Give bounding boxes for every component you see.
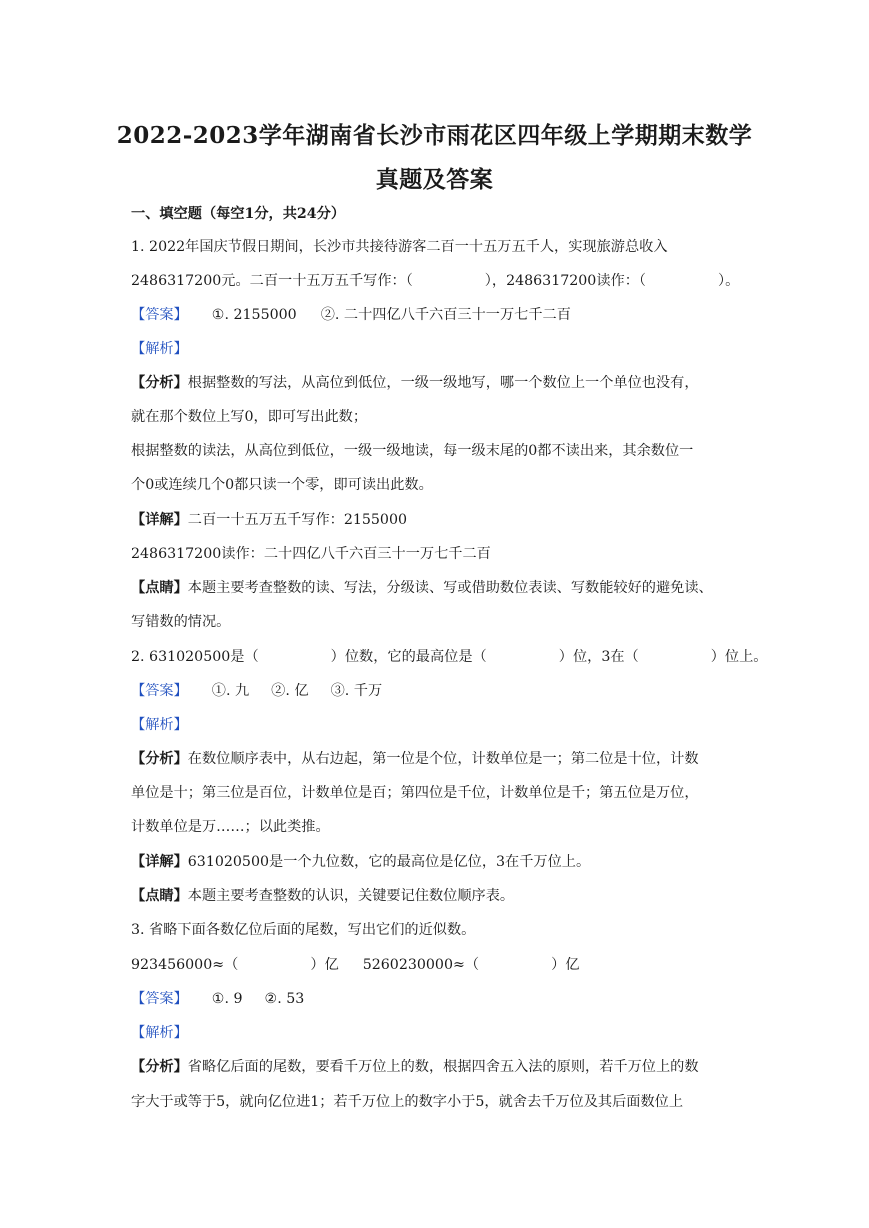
q2-text-part-4: ）位上。 — [710, 649, 768, 665]
q3-expr-2b: ）亿 — [551, 957, 580, 973]
q3-analysis-tag: 【解析】 — [131, 1025, 188, 1041]
q3-answer-tag: 【答案】 — [131, 991, 188, 1007]
q2-fenxi-line-1 — [131, 749, 741, 769]
q1-dianjing-line-2: 写错数的情况。 — [131, 614, 231, 630]
document-title-line-2: 真题及答案 — [375, 166, 494, 193]
q3-expression-line — [131, 955, 741, 975]
q3-expr-1a: 923456000≈（ — [131, 957, 239, 973]
q2-dianjing-tag: 【点睛】 — [131, 888, 188, 904]
q3-answer-1: ①. 9 — [211, 991, 243, 1007]
q2-dianjing-text-1: 本题主要考查整数的认识，关键要记住数位顺序表。 — [187, 888, 515, 904]
q2-answer-1: ①. 九 — [211, 683, 250, 699]
q1-xiangjie-line-1 — [131, 510, 741, 530]
q1-fenxi-text-1: 根据整数的写法，从高位到低位，一级一级地写，哪一个数位上一个单位也没有， — [187, 375, 699, 391]
q3-text-line: 3. 省略下面各数亿位后面的尾数，写出它们的近似数。 — [131, 922, 476, 938]
q2-xiangjie-line — [131, 852, 741, 872]
section-heading: 一、填空题（每空1分，共24分） — [131, 206, 346, 222]
q2-text-part-1: 2. 631020500是（ — [131, 649, 259, 665]
q3-fenxi-text-1: 省略亿后面的尾数，要看千万位上的数，根据四舍五入法的原则，若千万位上的数 — [187, 1059, 699, 1075]
q1-text-line-2 — [131, 271, 741, 291]
q1-fenxi-tag: 【分析】 — [131, 375, 188, 391]
q3-expr-2a: 5260230000≈（ — [362, 957, 480, 973]
q1-text-part-2: ），2486317200读作：（ — [484, 273, 646, 289]
q1-fenxi-line-3: 根据整数的读法，从高位到低位，一级一级地读，每一级末尾的0都不读出来，其余数位一 — [131, 443, 694, 459]
document-title-line-1: 2022-2023学年湖南省长沙市雨花区四年级上学期期末数学 — [116, 122, 753, 149]
q3-answer-2: ②. 53 — [264, 991, 305, 1007]
q1-xiangjie-text-1: 二百一十五万五千写作：2155000 — [187, 512, 408, 528]
q1-answer-1: ①. 2155000 — [211, 307, 297, 323]
q1-dianjing-text-1: 本题主要考查整数的读、写法，分级读、写或借助数位表读、写数能较好的避免读、 — [187, 580, 713, 596]
q2-text-part-3: ）位，3在（ — [558, 649, 639, 665]
q1-dianjing-line-1 — [131, 578, 741, 598]
q2-xiangjie-text-1: 631020500是一个九位数，它的最高位是亿位，3在千万位上。 — [187, 854, 591, 870]
q1-answer-tag: 【答案】 — [131, 307, 188, 323]
q2-xiangjie-tag: 【详解】 — [131, 854, 188, 870]
q2-text-line — [131, 647, 768, 667]
q2-analysis-tag: 【解析】 — [131, 717, 188, 733]
q1-text-line-1: 1. 2022年国庆节假日期间，长沙市共接待游客二百一十五万五千人，实现旅游总收入 — [131, 239, 668, 255]
q1-text-part-3: ）。 — [718, 273, 740, 289]
q3-expr-1b: ）亿 — [310, 957, 339, 973]
q2-dianjing-line — [131, 886, 741, 906]
q2-fenxi-line-2: 单位是十；第三位是百位，计数单位是百；第四位是千位，计数单位是千；第五位是万位， — [131, 785, 699, 801]
q2-answer-tag: 【答案】 — [131, 683, 188, 699]
q3-fenxi-line-2: 字大于或等于5，就向亿位进1；若千万位上的数字小于5，就舍去千万位及其后面数位上 — [131, 1094, 684, 1110]
q3-fenxi-line-1 — [131, 1057, 741, 1077]
q1-answer-line — [131, 305, 741, 325]
q2-answer-3: ③. 千万 — [330, 683, 383, 699]
q1-fenxi-line-1 — [131, 373, 741, 393]
q2-fenxi-line-3: 计数单位是万……；以此类推。 — [131, 819, 330, 835]
q3-fenxi-tag: 【分析】 — [131, 1059, 188, 1075]
q2-fenxi-text-1: 在数位顺序表中，从右边起，第一位是个位，计数单位是一；第二位是十位，计数 — [187, 751, 699, 767]
q1-text-part-1: 2486317200元。二百一十五万五千写作：（ — [131, 273, 413, 289]
q2-fenxi-tag: 【分析】 — [131, 751, 188, 767]
q1-xiangjie-line-2: 2486317200读作：二十四亿八千六百三十一万七千二百 — [131, 546, 491, 562]
q2-answer-line — [131, 681, 741, 701]
q2-text-part-2: ）位数，它的最高位是（ — [330, 649, 487, 665]
q1-analysis-tag: 【解析】 — [131, 341, 188, 357]
q1-xiangjie-tag: 【详解】 — [131, 512, 188, 528]
q1-dianjing-tag: 【点睛】 — [131, 580, 188, 596]
q1-fenxi-line-2: 就在那个数位上写0，即可写出此数； — [131, 409, 368, 425]
q2-answer-2: ②. 亿 — [271, 683, 309, 699]
q1-fenxi-line-4: 个0或连续几个0都只读一个零，即可读出此数。 — [131, 477, 433, 493]
q1-answer-2: ②. 二十四亿八千六百三十一万七千二百 — [320, 307, 571, 323]
q3-answer-line — [131, 989, 741, 1009]
